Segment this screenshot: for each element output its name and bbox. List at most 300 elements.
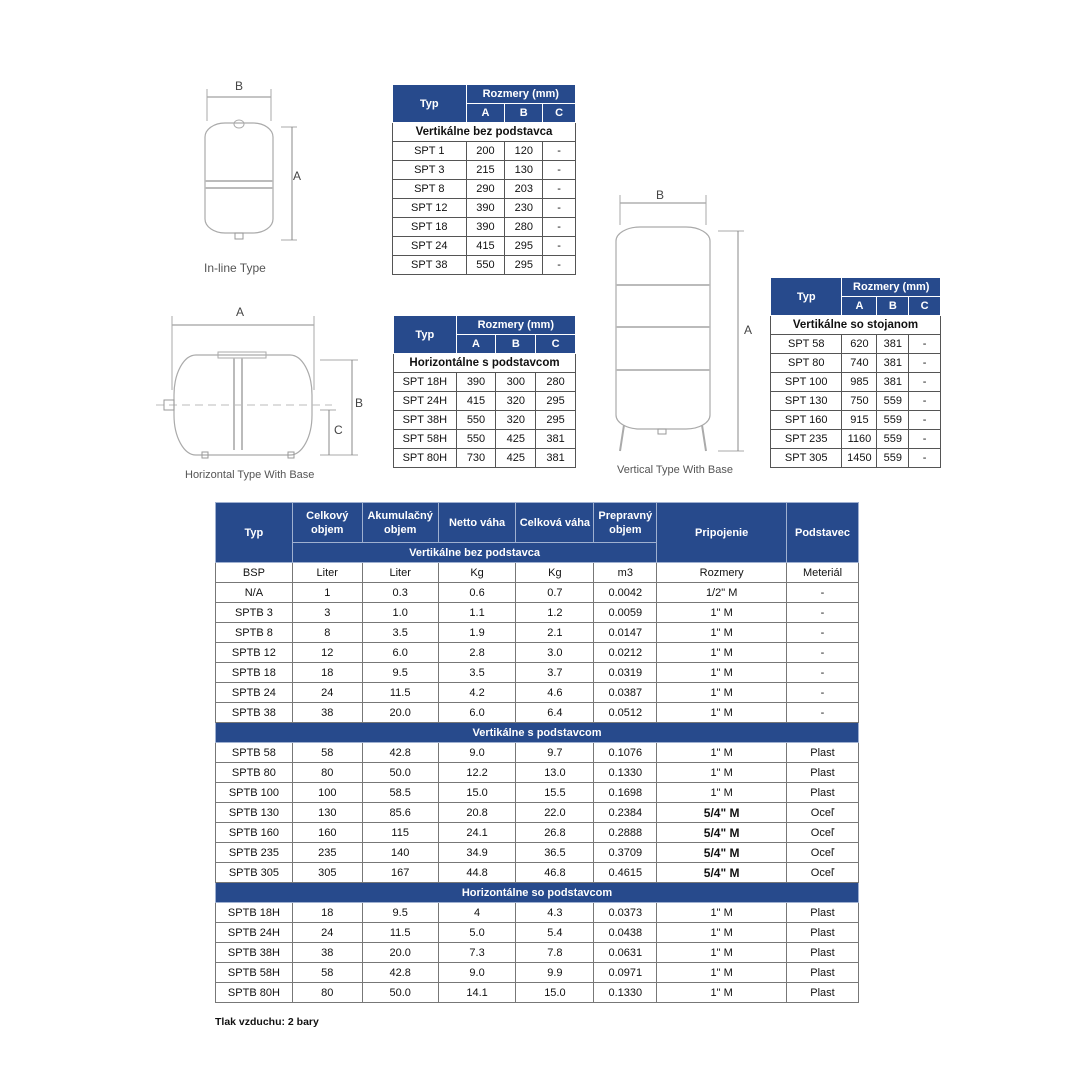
table-cell: N/A <box>216 583 293 603</box>
table-cell: 42.8 <box>362 743 438 763</box>
table-row <box>216 903 859 923</box>
horizontal-type-diagram <box>152 300 377 490</box>
inline-label-a: A <box>293 169 302 183</box>
table-cell: SPTB 38 <box>216 703 293 723</box>
table-cell: 0.0438 <box>594 923 657 943</box>
table-cell: 559 <box>877 411 909 430</box>
table-cell: 7.3 <box>438 943 516 963</box>
table-cell: 12.2 <box>438 763 516 783</box>
header-c: C <box>543 104 576 123</box>
table-cell: 0.1076 <box>594 743 657 763</box>
table-cell: 280 <box>536 373 576 392</box>
table-row <box>216 943 859 963</box>
vertical-label-a: A <box>744 323 753 337</box>
table-cell: - <box>787 663 859 683</box>
header-dimensions: Rozmery (mm) <box>456 316 575 335</box>
header-c: C <box>909 297 941 316</box>
table-cell: SPTB 235 <box>216 843 293 863</box>
table-cell: - <box>909 411 941 430</box>
table-row <box>216 603 859 623</box>
table-cell: 730 <box>456 449 496 468</box>
table-cell: - <box>909 354 941 373</box>
table-cell: 20.0 <box>362 943 438 963</box>
table-cell: 0.0512 <box>594 703 657 723</box>
header-typ: Typ <box>771 278 842 316</box>
table-cell: - <box>909 373 941 392</box>
table-cell: 0.0147 <box>594 623 657 643</box>
table-row <box>394 449 576 468</box>
table-cell: SPTB 24H <box>216 923 293 943</box>
table-cell: - <box>787 683 859 703</box>
table-vertical-no-base <box>392 84 576 275</box>
table-cell: 295 <box>505 256 543 275</box>
table-cell: - <box>787 583 859 603</box>
table-cell: 0.2384 <box>594 803 657 823</box>
table-cell: 9.5 <box>362 663 438 683</box>
table-cell: 280 <box>505 218 543 237</box>
table-cell: - <box>787 703 859 723</box>
table-cell: 3.7 <box>516 663 594 683</box>
table-row <box>771 430 941 449</box>
table-cell: 1" M <box>657 783 787 803</box>
section-title: Vertikálne so stojanom <box>771 316 941 335</box>
table-cell: 11.5 <box>362 683 438 703</box>
table-row <box>394 430 576 449</box>
table-cell: 1.1 <box>438 603 516 623</box>
horizontal-label-a: A <box>236 305 245 319</box>
table-cell: 9.0 <box>438 743 516 763</box>
table-cell: 9.7 <box>516 743 594 763</box>
table-row <box>771 392 941 411</box>
horizontal-label-b: B <box>355 396 364 410</box>
table-cell: 295 <box>536 392 576 411</box>
table-cell: 915 <box>842 411 877 430</box>
table-row <box>393 180 576 199</box>
table-horizontal-with-base <box>393 315 576 468</box>
table-cell: 15.0 <box>438 783 516 803</box>
header-accumulation-volume: Akumulačný objem <box>362 503 438 543</box>
table-cell: - <box>543 218 576 237</box>
table-cell: - <box>543 142 576 161</box>
table-row <box>771 335 941 354</box>
table-cell: SPT 80 <box>771 354 842 373</box>
table-cell: SPT 3 <box>393 161 467 180</box>
header-shipping-volume: Prepravný objem <box>594 503 657 543</box>
header-connection: Pripojenie <box>657 503 787 563</box>
table-cell: 14.1 <box>438 983 516 1003</box>
table-cell: 215 <box>466 161 505 180</box>
section-title: Horizontálne s podstavcom <box>394 354 576 373</box>
table-cell: 203 <box>505 180 543 199</box>
section-horizontal-with-base: Horizontálne so podstavcom <box>216 883 859 903</box>
table-cell: 295 <box>505 237 543 256</box>
header-b: B <box>496 335 536 354</box>
table-cell: 38 <box>292 943 362 963</box>
table-cell: 3.0 <box>516 643 594 663</box>
table-cell: SPTB 130 <box>216 803 293 823</box>
table-cell: 1450 <box>842 449 877 468</box>
table-cell: 0.1330 <box>594 983 657 1003</box>
table-row <box>771 354 941 373</box>
table-cell: 305 <box>292 863 362 883</box>
table-cell: 100 <box>292 783 362 803</box>
table-cell: 0.0042 <box>594 583 657 603</box>
header-typ: Typ <box>393 85 467 123</box>
table-cell: 5/4" M <box>657 843 787 863</box>
vertical-label-b: B <box>656 188 665 202</box>
table-cell: SPT 18 <box>393 218 467 237</box>
table-row <box>216 963 859 983</box>
table-cell: 160 <box>292 823 362 843</box>
table-cell: SPT 38H <box>394 411 457 430</box>
footnote-air-pressure: Tlak vzduchu: 2 bary <box>215 1016 319 1028</box>
section-title: Vertikálne bez podstavca <box>393 123 576 142</box>
header-b: B <box>505 104 543 123</box>
table-cell: 44.8 <box>438 863 516 883</box>
table-cell: 381 <box>536 449 576 468</box>
table-cell: 15.5 <box>516 783 594 803</box>
table-row <box>393 256 576 275</box>
table-cell: SPT 58H <box>394 430 457 449</box>
table-cell: Plast <box>787 903 859 923</box>
table-cell: Oceľ <box>787 803 859 823</box>
table-row <box>216 823 859 843</box>
header-typ: Typ <box>216 503 293 563</box>
table-cell: - <box>909 430 941 449</box>
header-base: Podstavec <box>787 503 859 563</box>
table-cell: 0.4615 <box>594 863 657 883</box>
table-cell: 6.0 <box>438 703 516 723</box>
table-cell: 58 <box>292 963 362 983</box>
table-cell: SPTB 12 <box>216 643 293 663</box>
table-cell: 0.0387 <box>594 683 657 703</box>
header-typ: Typ <box>394 316 457 354</box>
table-cell: SPTB 305 <box>216 863 293 883</box>
table-cell: 42.8 <box>362 963 438 983</box>
table-cell: SPT 24H <box>394 392 457 411</box>
table-cell: Plast <box>787 943 859 963</box>
table-cell: 24 <box>292 923 362 943</box>
table-cell: SPTB 80H <box>216 983 293 1003</box>
table-cell: 18 <box>292 903 362 923</box>
horizontal-tank-drawing <box>152 300 377 490</box>
table-cell: 115 <box>362 823 438 843</box>
table-row <box>216 623 859 643</box>
table-cell: 4.6 <box>516 683 594 703</box>
table-cell: 0.3709 <box>594 843 657 863</box>
table-cell: 1" M <box>657 943 787 963</box>
table-row <box>393 237 576 256</box>
table-cell: 0.0373 <box>594 903 657 923</box>
table-cell: 235 <box>292 843 362 863</box>
table-row <box>216 863 859 883</box>
table-cell: Plast <box>787 743 859 763</box>
table-row <box>216 683 859 703</box>
table-cell: 0.1698 <box>594 783 657 803</box>
table-cell: 3.5 <box>362 623 438 643</box>
table-cell: 0.6 <box>438 583 516 603</box>
table-cell: 2.8 <box>438 643 516 663</box>
table-cell: Plast <box>787 963 859 983</box>
table-cell: Oceľ <box>787 843 859 863</box>
inline-type-diagram <box>195 75 315 285</box>
table-cell: 425 <box>496 430 536 449</box>
unit-liter: Liter <box>292 563 362 583</box>
table-cell: SPT 160 <box>771 411 842 430</box>
table-cell: 8 <box>292 623 362 643</box>
table-row <box>394 373 576 392</box>
table-cell: 5.0 <box>438 923 516 943</box>
table-cell: 0.0631 <box>594 943 657 963</box>
unit-m3: m3 <box>594 563 657 583</box>
table-row <box>216 923 859 943</box>
table-cell: Oceľ <box>787 823 859 843</box>
header-total-volume: Celkový objem <box>292 503 362 543</box>
table-cell: 381 <box>877 373 909 392</box>
table-cell: 7.8 <box>516 943 594 963</box>
table-cell: - <box>787 603 859 623</box>
table-cell: 0.3 <box>362 583 438 603</box>
table-cell: 58 <box>292 743 362 763</box>
table-cell: SPT 305 <box>771 449 842 468</box>
table-row <box>394 392 576 411</box>
table-cell: 230 <box>505 199 543 218</box>
table-row <box>771 373 941 392</box>
table-cell: 85.6 <box>362 803 438 823</box>
table-row <box>393 218 576 237</box>
unit-kg: Kg <box>516 563 594 583</box>
table-cell: - <box>909 449 941 468</box>
table-row <box>216 803 859 823</box>
header-dimensions: Rozmery (mm) <box>466 85 575 104</box>
table-cell: SPTB 3 <box>216 603 293 623</box>
table-cell: Plast <box>787 983 859 1003</box>
table-cell: 130 <box>292 803 362 823</box>
table-cell: Plast <box>787 763 859 783</box>
table-cell: 1" M <box>657 743 787 763</box>
table-row <box>216 743 859 763</box>
table-cell: 0.1330 <box>594 763 657 783</box>
unit-liter: Liter <box>362 563 438 583</box>
table-cell: 120 <box>505 142 543 161</box>
table-cell: 80 <box>292 763 362 783</box>
table-cell: 9.0 <box>438 963 516 983</box>
table-cell: SPTB 80 <box>216 763 293 783</box>
table-cell: 1" M <box>657 663 787 683</box>
table-cell: SPTB 8 <box>216 623 293 643</box>
table-cell: 24.1 <box>438 823 516 843</box>
table-row <box>393 142 576 161</box>
vertical-type-diagram <box>600 185 770 485</box>
header-a: A <box>466 104 505 123</box>
table-cell: 0.0971 <box>594 963 657 983</box>
table-cell: 50.0 <box>362 983 438 1003</box>
unit-dimensions: Rozmery <box>657 563 787 583</box>
table-cell: - <box>787 643 859 663</box>
header-b: B <box>877 297 909 316</box>
table-cell: 3.5 <box>438 663 516 683</box>
table-cell: 740 <box>842 354 877 373</box>
table-cell: SPT 235 <box>771 430 842 449</box>
inline-caption: In-line Type <box>204 261 266 275</box>
table-row <box>216 783 859 803</box>
unit-bsp: BSP <box>216 563 293 583</box>
table-cell: - <box>543 180 576 199</box>
table-cell: 1" M <box>657 983 787 1003</box>
table-cell: SPTB 18 <box>216 663 293 683</box>
vertical-caption: Vertical Type With Base <box>617 464 733 476</box>
horizontal-caption: Horizontal Type With Base <box>185 469 315 481</box>
table-vertical-with-stand <box>770 277 941 468</box>
table-cell: 0.0212 <box>594 643 657 663</box>
header-total-weight: Celková váha <box>516 503 594 543</box>
table-cell: 381 <box>877 335 909 354</box>
table-cell: 38 <box>292 703 362 723</box>
table-cell: 0.0059 <box>594 603 657 623</box>
table-cell: 295 <box>536 411 576 430</box>
table-cell: 390 <box>466 218 505 237</box>
header-net-weight: Netto váha <box>438 503 516 543</box>
table-cell: 22.0 <box>516 803 594 823</box>
table-row <box>393 199 576 218</box>
table-cell: 1.9 <box>438 623 516 643</box>
table-cell: 58.5 <box>362 783 438 803</box>
table-cell: 80 <box>292 983 362 1003</box>
table-cell: 559 <box>877 430 909 449</box>
unit-material: Meteriál <box>787 563 859 583</box>
table-cell: 550 <box>466 256 505 275</box>
table-cell: SPTB 160 <box>216 823 293 843</box>
table-cell: 1" M <box>657 763 787 783</box>
table-cell: - <box>543 161 576 180</box>
table-cell: 381 <box>877 354 909 373</box>
table-cell: 24 <box>292 683 362 703</box>
table-cell: 50.0 <box>362 763 438 783</box>
header-a: A <box>842 297 877 316</box>
table-cell: 1" M <box>657 963 787 983</box>
table-cell: - <box>909 335 941 354</box>
table-cell: 1" M <box>657 683 787 703</box>
inline-label-b: B <box>235 79 244 93</box>
table-cell: 1" M <box>657 903 787 923</box>
table-cell: 167 <box>362 863 438 883</box>
table-cell: 6.0 <box>362 643 438 663</box>
table-cell: SPTB 58H <box>216 963 293 983</box>
table-cell: 1" M <box>657 603 787 623</box>
table-cell: 20.0 <box>362 703 438 723</box>
section-vertical-no-base: Vertikálne bez podstavca <box>292 543 656 563</box>
header-c: C <box>536 335 576 354</box>
table-cell: 2.1 <box>516 623 594 643</box>
table-cell: 1" M <box>657 643 787 663</box>
table-row <box>216 643 859 663</box>
table-cell: 0.0319 <box>594 663 657 683</box>
table-cell: 985 <box>842 373 877 392</box>
table-cell: 1" M <box>657 703 787 723</box>
table-cell: 12 <box>292 643 362 663</box>
table-cell: 415 <box>456 392 496 411</box>
table-cell: SPT 38 <box>393 256 467 275</box>
table-cell: 4 <box>438 903 516 923</box>
table-row <box>216 663 859 683</box>
table-cell: Plast <box>787 783 859 803</box>
main-spec-table <box>215 502 859 1003</box>
table-row <box>216 703 859 723</box>
horizontal-label-c: C <box>334 423 343 437</box>
table-cell: 1" M <box>657 923 787 943</box>
table-cell: 9.5 <box>362 903 438 923</box>
table-cell: - <box>543 199 576 218</box>
table-cell: SPT 130 <box>771 392 842 411</box>
table-cell: 36.5 <box>516 843 594 863</box>
table-cell: - <box>543 237 576 256</box>
table-cell: 130 <box>505 161 543 180</box>
table-cell: SPTB 24 <box>216 683 293 703</box>
table-cell: 390 <box>456 373 496 392</box>
table-cell: 550 <box>456 411 496 430</box>
table-cell: SPT 58 <box>771 335 842 354</box>
table-cell: - <box>543 256 576 275</box>
table-cell: SPT 18H <box>394 373 457 392</box>
table-cell: 1" M <box>657 623 787 643</box>
table-cell: SPTB 58 <box>216 743 293 763</box>
table-cell: 559 <box>877 449 909 468</box>
table-cell: SPT 8 <box>393 180 467 199</box>
header-a: A <box>456 335 496 354</box>
unit-kg: Kg <box>438 563 516 583</box>
table-cell: SPT 80H <box>394 449 457 468</box>
table-cell: 1 <box>292 583 362 603</box>
table-cell: 46.8 <box>516 863 594 883</box>
table-cell: SPT 100 <box>771 373 842 392</box>
table-cell: 6.4 <box>516 703 594 723</box>
table-cell: SPTB 100 <box>216 783 293 803</box>
table-cell: 200 <box>466 142 505 161</box>
table-cell: 1.2 <box>516 603 594 623</box>
table-cell: 5/4" M <box>657 823 787 843</box>
table-cell: 290 <box>466 180 505 199</box>
table-cell: 620 <box>842 335 877 354</box>
table-cell: 5/4" M <box>657 863 787 883</box>
table-cell: 15.0 <box>516 983 594 1003</box>
table-cell: 415 <box>466 237 505 256</box>
table-cell: 4.3 <box>516 903 594 923</box>
table-cell: 11.5 <box>362 923 438 943</box>
table-cell: Plast <box>787 923 859 943</box>
table-row <box>771 411 941 430</box>
table-cell: 140 <box>362 843 438 863</box>
table-cell: 1.0 <box>362 603 438 623</box>
table-row <box>394 411 576 430</box>
table-cell: 425 <box>496 449 536 468</box>
table-cell: SPT 24 <box>393 237 467 256</box>
table-cell: 5/4" M <box>657 803 787 823</box>
table-cell: 4.2 <box>438 683 516 703</box>
table-cell: SPT 12 <box>393 199 467 218</box>
table-cell: 13.0 <box>516 763 594 783</box>
table-row <box>216 843 859 863</box>
section-vertical-with-base: Vertikálne s podstavcom <box>216 723 859 743</box>
table-row <box>216 583 859 603</box>
table-cell: 18 <box>292 663 362 683</box>
table-cell: 750 <box>842 392 877 411</box>
table-row <box>216 983 859 1003</box>
table-cell: 559 <box>877 392 909 411</box>
table-row <box>216 763 859 783</box>
table-row <box>771 449 941 468</box>
table-cell: 390 <box>466 199 505 218</box>
table-cell: - <box>909 392 941 411</box>
